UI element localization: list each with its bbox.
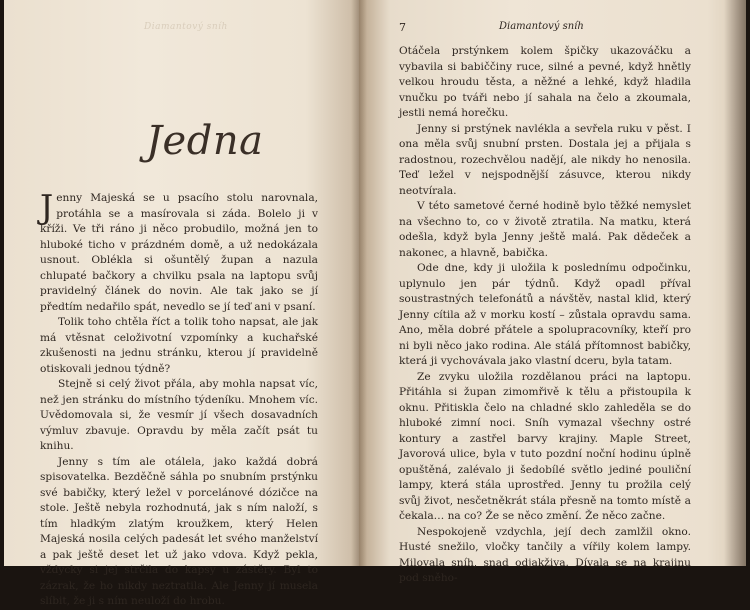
paragraph-1-text: enny Majeská se u psacího stolu narovnala, protáhla se a masírovala si záda. Bolelo ji v kříži. Ve tři ráno ji něco probudilo, možná jen to hluboké ticho v prázdném domě, a už nedokázala usnout. Oblékla si ošuntělý župan a nazula chlupaté bačkory a chvilku psala na laptopu svůj pravidelný článek do novin. Ale tak jako se jí předtím nedařilo spát, nevedlo se jí teď ani v psaní. bbox=[40, 192, 318, 313]
left-page-text bbox=[40, 187, 318, 610]
paragraph-2: Jenny si prstýnek navlékla a sevřela ruku v pěst. I ona měla svůj snubní prsten. Dostala jej a přijala s radostnou, rozechvělou nadějí, ale nikdy ho nenosila. Teď ležel v nejspodnější zásuvce, kterou nikdy neotvírala. bbox=[399, 122, 691, 197]
paragraph-6: Nespokojeně vzdychla, její dech zamlžil okno. Husté snežilo, vločky tančily a vířily kolem lampy. Milovala sníh, snad odjakživa. Dívala se na krajinu pod sněho- bbox=[399, 525, 691, 584]
page-edge-shadow bbox=[724, 0, 746, 566]
paragraph-1: Otáčela prstýnkem kolem špičky ukazováčku a vybavila si babiččiny ruce, silné a pevné, když hnětly velkou hroudu těsta, a něžné a lehké, když hladila vnučku po tváři nebo jí sahala na čelo a zkoumala, jestli nemá horečku. bbox=[399, 45, 691, 119]
right-page bbox=[359, 0, 746, 584]
left-page bbox=[4, 0, 359, 607]
paragraph-1 bbox=[40, 187, 318, 315]
running-head: Diamantový sníh bbox=[499, 21, 584, 32]
paragraph-3: Stejně si celý život přála, aby mohla napsat víc, než jen stránku do místního týdeníku. Mnohem víc. Uvědomovala si, že vesmír jí všech dosavadních výmluv zbavuje. Opravdu by měla začít psát tu knihu. bbox=[40, 378, 318, 452]
paragraph-4: Jenny s tím ale otálela, jako každá dobrá spisovatelka. Bezděčně sáhla po snubním prstýnku své babičky, který ležel v porcelánové dózičce na stole. Ještě nebyla rozhodnutá, jak s ním naloží, s tím hladkým zlatým kroužkem, který Helen Majeská nosila celých padesát let svého manželství a pak ještě deset let už jako vdova. Když pekla, vždycky si jej strčila do kapsy u zástěry. Byl to zázrak, že ho nikdy neztratila. Ale Jenny jí musela slíbit, že ji s ním neuloží do hrobu. bbox=[40, 455, 318, 607]
paragraph-4: Ode dne, kdy ji uložila k poslednímu odpočinku, uplynulo jen pár týdnů. Když opadl příval soustrastných telefonátů a návštěv, nastal klid, který Jenny cítila až v morku kostí – zůstala opravdu sama. Ano, měla dobré přátele a spolupracovníky, kteří pro ni byli něco jako rodina. Ale stálá přítomnost babičky, která ji vychovávala jako vlastní dceru, byla tatam. bbox=[399, 262, 691, 367]
open-book bbox=[4, 0, 746, 607]
right-page-text bbox=[399, 44, 691, 587]
paragraph-5: Ze zvyku uložila rozdělanou práci na laptopu. Přitáhla si župan zimomřivě k tělu a přistoupila k oknu. Přitiskla čelo na chladné sklo zahleděla se do hluboké zimní noci. Sníh vymazal všechny ostré kontury a zastřel barvy krajiny. Maple Street, Javorová ulice, byla v tuto pozdní noční hodinu úplně opuštěná, zalévalo ji šedobílé světlo jediné pouliční lampy, která stála uprostřed. Jenny tu prožila celý svůj život, nesčetněkrát stála přesně na tomto místě a čekala… na co? Že se něco změní. Že něco začne. bbox=[399, 370, 691, 522]
paragraph-3: V této sametové černé hodině bylo těžké nemyslet na všechno to, co v životě ztratila. Na matku, která odešla, když byla Jenny ještě malá. Pak dědeček a nakonec, a hlavně, babička. bbox=[399, 200, 691, 259]
drop-cap: J bbox=[40, 187, 54, 226]
chapter-title: Jedna bbox=[146, 118, 264, 164]
page-number: 7 bbox=[399, 21, 406, 34]
faded-running-head: Diamantový sníh bbox=[144, 22, 228, 32]
paragraph-2: Tolik toho chtěla říct a tolik toho napsat, ale jak má vtěsnat celoživotní vzpomínky a kuchařské zkušenosti na jednu stránku, kterou jí pravidelně otiskovali jednou týdně? bbox=[40, 316, 318, 375]
